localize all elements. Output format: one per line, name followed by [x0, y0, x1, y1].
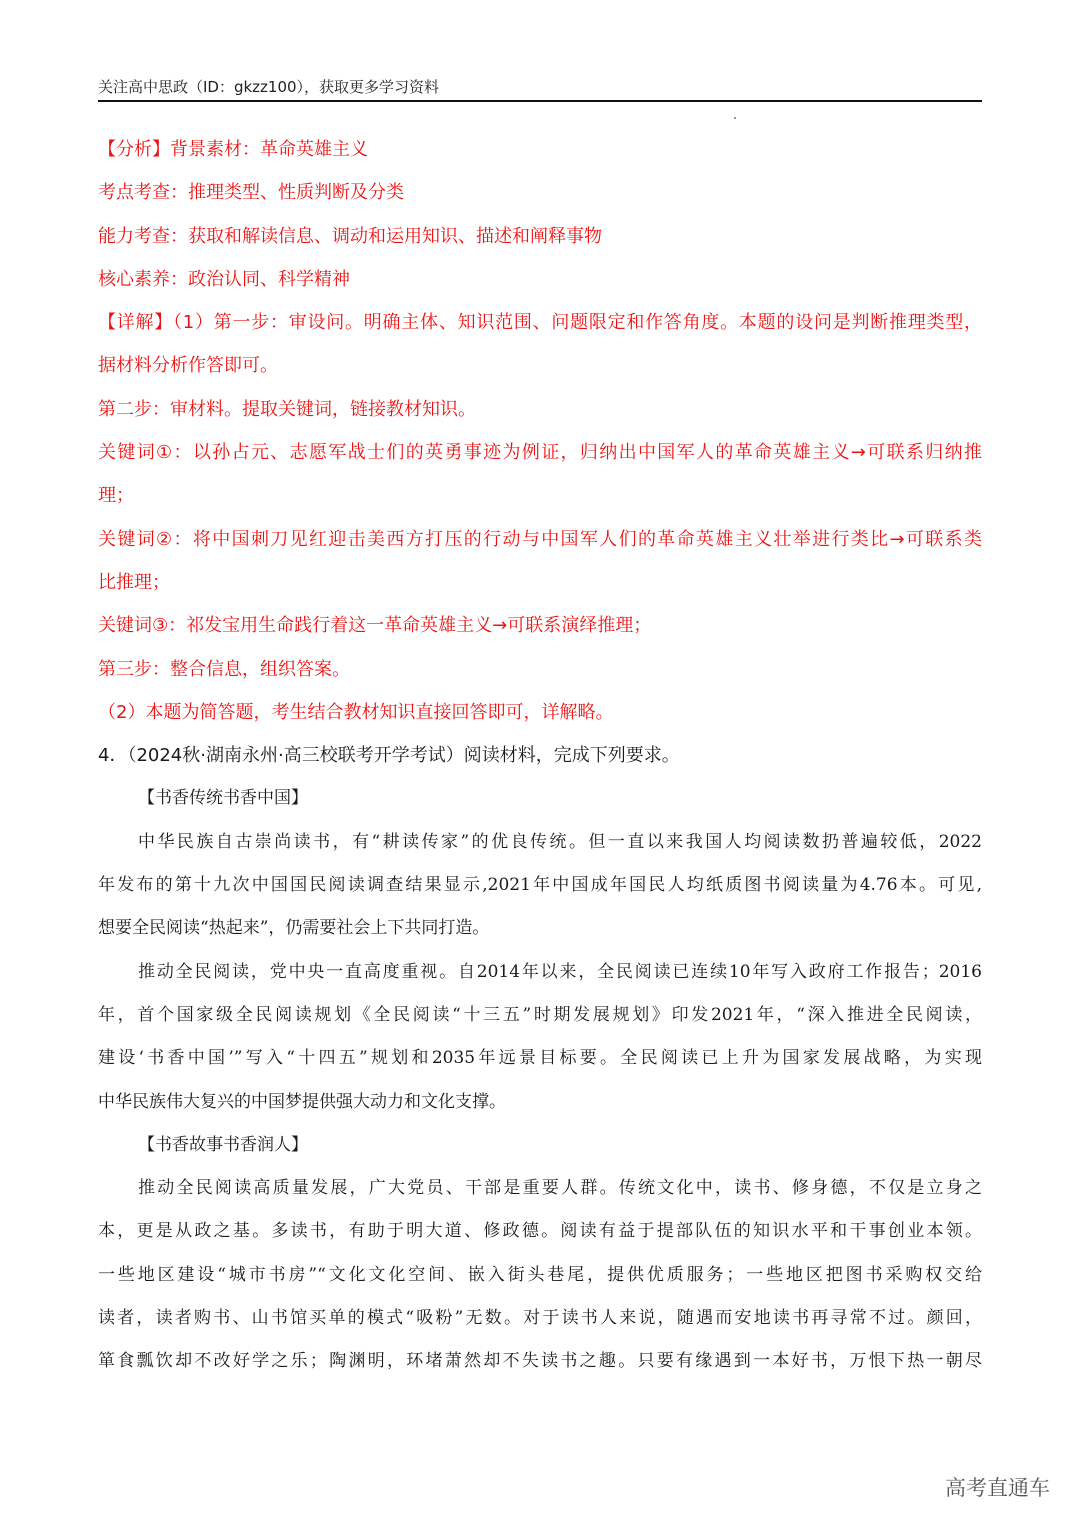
material-line: 本，更是从政之基。多读书，有助于明大道、修政德。阅读有益于提部队伍的知识水平和干事创业本领。	[98, 1221, 982, 1242]
explanation-line: 【详解】（1）第一步：审设问。明确主体、知识范围、问题限定和作答角度。本题的设问是判断推理类型，	[98, 312, 982, 334]
material-line: 推动全民阅读高质量发展，广大党员、干部是重要人群。传统文化中，读书、修身德，不仅是立身之	[138, 1178, 982, 1199]
keyword-2-line: 比推理；	[98, 571, 170, 593]
core-literacy-line: 核心素养：政治认同、科学精神	[98, 268, 350, 290]
analysis-line: 【分析】背景素材：革命英雄主义	[98, 139, 368, 160]
step-two-line: 第二步：审材料。提取关键词，链接教材知识。	[98, 398, 476, 420]
step-three-line: 第三步：整合信息，组织答案。	[98, 658, 350, 680]
ability-line: 能力考查：获取和解读信息、调动和运用知识、描述和阐释事物	[98, 225, 602, 247]
explanation-line: 据材料分析作答即可。	[98, 355, 278, 377]
header-divider	[98, 100, 982, 102]
material-line: 中华民族自古崇尚读书，有“耕读传家”的优良传统。但一直以来我国人均阅读数扔普遍较低，2022	[138, 831, 982, 852]
material-line: 年发布的第十九次中国国民阅读调查结果显示,2021年中国成年国民人均纸质图书阅读量为4.76本。可见,	[98, 875, 982, 896]
keyword-2-line: 关键词②：将中国刺刀见红迎击美西方打压的行动与中国军人们的革命英雄主义壮举进行类比→可联系类	[98, 528, 982, 550]
section-heading: 【书香传统书香中国】	[138, 788, 308, 809]
keyword-1-line: 关键词①：以孙占元、志愿军战士们的英勇事迹为例证，归纳出中国军人的革命英雄主义→可联系归纳推	[98, 442, 982, 464]
document-body	[98, 128, 982, 1384]
page-header: 关注高中思政（ID：gkzz100），获取更多学习资料	[98, 78, 440, 96]
material-line: 读者，读者购书、山书馆买单的模式“吸粉”无数。对于读书人来说，随遇而安地读书再寻常不过。颜回，	[98, 1308, 982, 1329]
material-line: 想要全民阅读“热起来”，仍需要社会上下共同打造。	[98, 918, 490, 939]
part-2-line: （2）本题为简答题，考生结合教材知识直接回答即可，详解略。	[98, 701, 614, 723]
material-line: 年，首个国家级全民阅读规划《全民阅读“十三五”时期发展规划》印发2021年，“深入推进全民阅读，	[98, 1004, 982, 1025]
speck	[734, 117, 736, 119]
material-line: 中华民族伟大复兴的中国梦提供强大动力和文化支撑。	[98, 1091, 506, 1112]
material-line: 箪食瓢饮却不改好学之乐；陶渊明，环堵萧然却不失读书之趣。只要有缘遇到一本好书，万恨下热一朝尽	[98, 1351, 982, 1372]
exam-point-line: 考点考查：推理类型、性质判断及分类	[98, 182, 404, 204]
material-line: 建设‘书香中国’”写入“十四五”规划和2035年远景目标要。全民阅读已上升为国家发展战略，为实现	[98, 1048, 982, 1069]
section-heading: 【书香故事书香润人】	[138, 1134, 308, 1155]
keyword-1-line: 理；	[98, 485, 134, 507]
keyword-3-line: 关键词③：祁发宝用生命践行着这一革命英雄主义→可联系演绎推理；	[98, 615, 652, 637]
material-line: 推动全民阅读，党中央一直高度重视。自2014年以来，全民阅读已连续10年写入政府工作报告；2016	[138, 961, 982, 982]
watermark: 高考直通车	[945, 1476, 1050, 1500]
question-4-title: 4．（2024秋·湖南永州·高三校联考开学考试）阅读材料，完成下列要求。	[98, 745, 680, 767]
material-line: 一些地区建设“城市书房”“文化文化空间、嵌入街头巷尾，提供优质服务；一些地区把图书采购权交给	[98, 1264, 982, 1285]
